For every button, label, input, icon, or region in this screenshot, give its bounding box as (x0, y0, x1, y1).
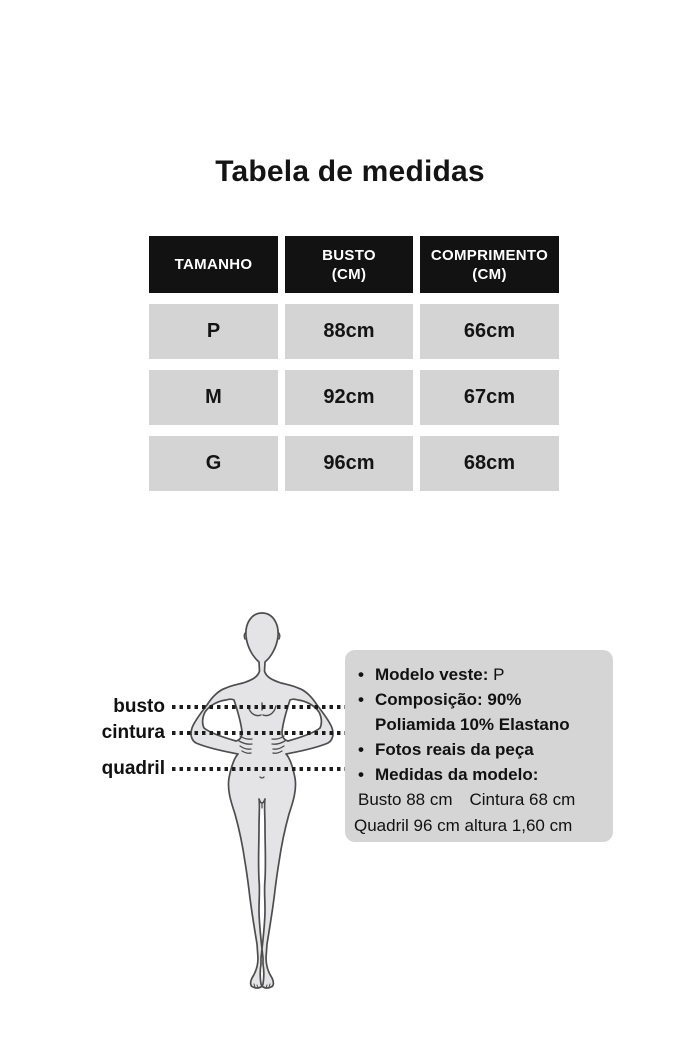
info-item-bold: Fotos reais da peça (375, 740, 534, 759)
bullet-icon: • (358, 665, 364, 684)
body-outline-path (191, 613, 333, 988)
measurement-label-cintura: cintura (101, 722, 165, 743)
header-line: (CM) (331, 265, 367, 283)
dotted-line-cintura (172, 731, 345, 735)
cell-bust-p: 88cm (285, 304, 413, 359)
dotted-line-quadril (172, 767, 345, 771)
cell-length-g: 68cm (420, 436, 559, 491)
size-table (149, 236, 559, 491)
info-item-medidas-modelo (345, 762, 613, 787)
cell-size-g: G (149, 436, 278, 491)
measurement-label-busto: busto (113, 696, 165, 717)
cell-size-m: M (149, 370, 278, 425)
model-measurements-line1 (345, 787, 613, 813)
model-waist: Cintura 68 cm (469, 790, 576, 809)
header-line: (CM) (472, 265, 507, 283)
model-measurements (345, 787, 613, 839)
header-cell-tamanho (149, 236, 278, 293)
cell-size-p: P (149, 304, 278, 359)
measurement-row-cintura (60, 720, 345, 746)
cell-length-m: 67cm (420, 370, 559, 425)
page-title: Tabela de medidas (215, 155, 485, 188)
body-silhouette-svg (162, 600, 362, 1000)
cell-length-p: 66cm (420, 304, 559, 359)
bullet-icon: • (358, 690, 364, 709)
bullet-icon: • (358, 765, 364, 784)
header-line: COMPRIMENTO (430, 246, 549, 264)
info-item-fotos-reais (345, 737, 613, 762)
bullet-icon: • (358, 740, 364, 759)
product-info-box (345, 650, 613, 842)
cell-bust-m: 92cm (285, 370, 413, 425)
cell-bust-g: 96cm (285, 436, 413, 491)
header-line: BUSTO (322, 246, 376, 264)
info-item-value: P (488, 665, 505, 684)
model-bust: Busto 88 cm (358, 790, 453, 809)
info-item-modelo-veste (345, 662, 613, 687)
measurement-row-quadril (60, 756, 345, 782)
body-figure (162, 600, 362, 1000)
dotted-line-busto (172, 705, 345, 709)
measurement-label-quadril: quadril (101, 758, 165, 779)
model-measurements-line2: Quadril 96 cm altura 1,60 cm (354, 816, 573, 835)
header-cell-comprimento (420, 236, 559, 293)
header-line: TAMANHO (174, 256, 253, 273)
info-item-bold: Modelo veste: (375, 665, 489, 684)
info-item-composicao (345, 687, 613, 737)
info-item-wrap: Poliamida 10% Elastano (375, 715, 570, 734)
measurement-row-busto (60, 694, 345, 720)
info-item-bold: Composição: 90% (375, 690, 522, 709)
header-cell-busto (285, 236, 413, 293)
info-item-bold: Medidas da modelo: (375, 765, 539, 784)
